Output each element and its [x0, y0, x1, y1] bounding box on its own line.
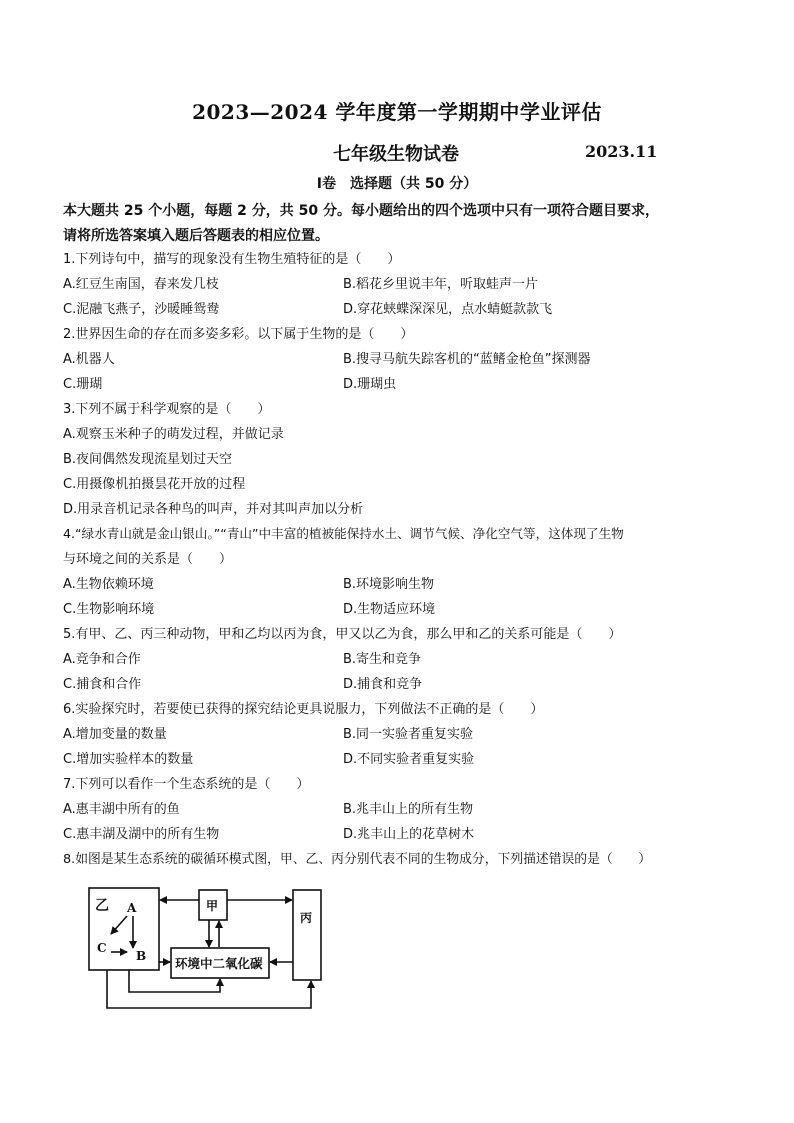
question-4-option-b: B.环境影响生物	[343, 577, 435, 592]
question-6-option-b: B.同一实验者重复实验	[343, 727, 474, 742]
question-5-option-b: B.寄生和竞争	[343, 652, 422, 667]
question-3-option-a: A.观察玉米种子的萌发过程，并做记录	[63, 427, 284, 442]
question-4-stem-continued: 与环境之间的关系是（ ）	[63, 552, 233, 567]
question-3-option-c: C.用摄像机拍摄昙花开放的过程	[63, 477, 246, 492]
arrow-yi-to-bing	[107, 970, 311, 1008]
question-4-stem: 4.“绿水青山就是金山银山。”“青山”中丰富的植被能保持水土、调节气候、净化空气等，这体现了生物	[63, 526, 624, 541]
arrow-a-to-c	[111, 916, 127, 934]
question-3-stem: 3.下列不属于科学观察的是（ ）	[63, 402, 271, 417]
carbon-cycle-diagram	[75, 880, 335, 1020]
question-7-option-b: B.兆丰山上的所有生物	[343, 802, 474, 817]
question-2-option-d: D.珊瑚虫	[343, 377, 397, 392]
question-1-option-a: A.红豆生南国，春来发几枝	[63, 277, 219, 292]
question-8-stem: 8.如图是某生态系统的碳循环模式图，甲、乙、丙分别代表不同的生物成分，下列描述错误的是（ ）	[63, 852, 652, 867]
question-5-stem: 5.有甲、乙、丙三种动物，甲和乙均以丙为食，甲又以乙为食，那么甲和乙的关系可能是（ ）	[63, 627, 622, 642]
question-6-stem: 6.实验探究时，若要使已获得的探究结论更具说服力，下列做法不正确的是（ ）	[63, 702, 544, 717]
question-7-stem: 7.下列可以看作一个生态系统的是（ ）	[63, 777, 310, 792]
question-5-option-d: D.捕食和竞争	[343, 677, 423, 692]
label-a: A	[127, 901, 137, 915]
label-jia: 甲	[206, 899, 219, 913]
question-5-option-c: C.捕食和合作	[63, 677, 142, 692]
label-c: C	[97, 941, 107, 955]
question-2-stem: 2.世界因生命的存在而多姿多彩。以下属于生物的是（ ）	[63, 327, 414, 342]
section-instructions	[63, 199, 733, 249]
label-yi: 乙	[95, 898, 109, 914]
question-7-option-a: A.惠丰湖中所有的鱼	[63, 802, 180, 817]
question-7-option-d: D.兆丰山上的花草树木	[343, 827, 475, 842]
label-co2: 环境中二氧化碳	[175, 956, 263, 971]
label-bing: 丙	[300, 911, 313, 925]
instructions-line-1: 本大题共 25 个小题，每题 2 分，共 50 分。每小题给出的四个选项中只有一项符合题目要求，	[63, 203, 659, 219]
question-4-option-c: C.生物影响环境	[63, 602, 155, 617]
question-2-option-a: A.机器人	[63, 352, 115, 367]
question-3-option-d: D.用录音机记录各种鸟的叫声，并对其叫声加以分析	[63, 502, 364, 517]
question-1-stem: 1.下列诗句中，描写的现象没有生物生殖特征的是（ ）	[63, 252, 401, 267]
exam-date: 2023.11	[585, 142, 658, 161]
question-2-option-c: C.珊瑚	[63, 377, 103, 392]
section-heading: Ⅰ卷 选择题（共 50 分）	[316, 176, 478, 192]
label-b: B	[136, 949, 147, 963]
question-6-option-c: C.增加实验样本的数量	[63, 752, 194, 767]
question-2-option-b: B.搜寻马航失踪客机的“蓝鳍金枪鱼”探测器	[343, 352, 591, 367]
instructions-line-2: 请将所选答案填入题后答题表的相应位置。	[63, 228, 329, 244]
question-5-option-a: A.竞争和合作	[63, 652, 141, 667]
question-6-option-d: D.不同实验者重复实验	[343, 752, 475, 767]
arrow-yi-b-to-co2	[129, 970, 220, 992]
question-1-option-d: D.穿花蛱蝶深深见，点水蜻蜓款款飞	[343, 302, 553, 317]
question-4-option-d: D.生物适应环境	[343, 602, 436, 617]
question-4-option-a: A.生物依赖环境	[63, 577, 154, 592]
question-1-option-b: B.稻花乡里说丰年，听取蛙声一片	[343, 277, 539, 292]
exam-title: 2023—2024 学年度第一学期期中学业评估	[192, 100, 602, 124]
question-1-option-c: C.泥融飞燕子，沙暖睡鸳鸯	[63, 302, 220, 317]
question-7-option-c: C.惠丰湖及湖中的所有生物	[63, 827, 220, 842]
box-bing	[293, 890, 321, 980]
exam-subtitle: 七年级生物试卷	[333, 144, 459, 165]
question-3-option-b: B.夜间偶然发现流星划过天空	[63, 452, 233, 467]
question-6-option-a: A.增加变量的数量	[63, 727, 167, 742]
